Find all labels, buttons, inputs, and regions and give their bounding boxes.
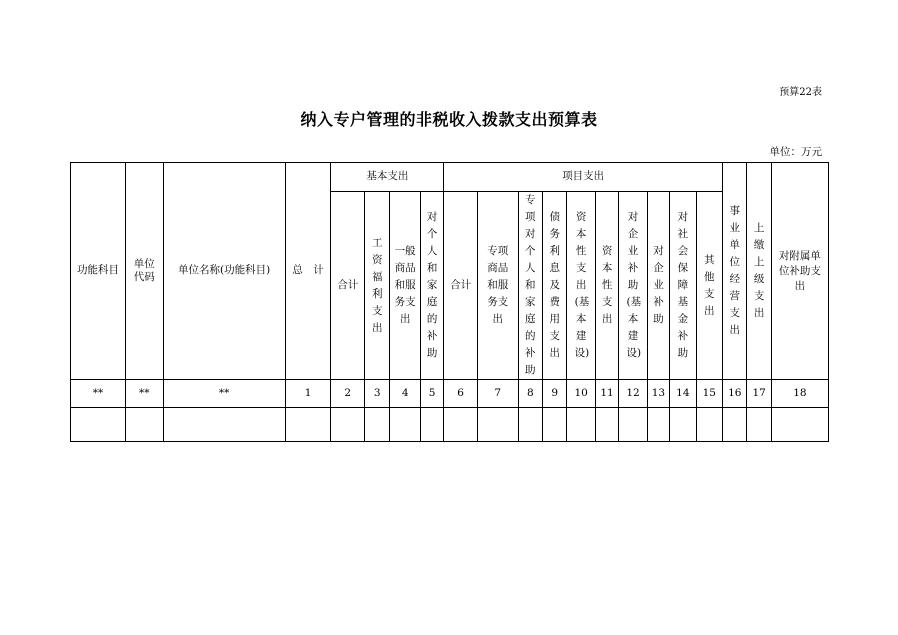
data-cell[interactable] (390, 408, 421, 442)
data-cell[interactable] (647, 408, 669, 442)
header-upper-remit: 上缴上级支出 (747, 163, 771, 380)
data-cell[interactable] (285, 408, 331, 442)
num-cell: 4 (390, 380, 421, 408)
project-col-capital-basic: 资本性支出(基本建设) (567, 192, 595, 380)
budget-table (70, 162, 829, 442)
header-business-operation: 事业单位经营支出 (723, 163, 747, 380)
num-cell: 13 (647, 380, 669, 408)
header-basic-expenditure: 基本支出 (331, 163, 444, 192)
header-project-expenditure: 项目支出 (444, 163, 723, 192)
header-affiliated-subsidy: 对附属单位补助支出 (771, 163, 828, 380)
form-number: 预算22表 (779, 87, 822, 98)
data-cell[interactable] (163, 408, 285, 442)
data-cell[interactable] (723, 408, 747, 442)
num-cell: 12 (619, 380, 647, 408)
unit-label: 单位：万元 (769, 146, 822, 158)
data-cell[interactable] (619, 408, 647, 442)
project-col-special-personal: 专项对个人和家庭的补助 (518, 192, 542, 380)
project-col-debt-interest: 债务利息及费用支出 (542, 192, 566, 380)
project-col-other: 其他支出 (696, 192, 722, 380)
data-row-empty (71, 408, 829, 442)
num-cell: 17 (747, 380, 771, 408)
project-col-capital: 资本性支出 (595, 192, 618, 380)
data-cell[interactable] (365, 408, 390, 442)
basic-col-salary: 工资福利支出 (365, 192, 390, 380)
num-cell: ** (163, 380, 285, 408)
header-row-top (71, 163, 829, 192)
data-cell[interactable] (670, 408, 696, 442)
data-cell[interactable] (771, 408, 828, 442)
data-cell[interactable] (331, 408, 365, 442)
basic-col-personal-subsidy: 对个人和家庭的补助 (420, 192, 443, 380)
data-cell[interactable] (420, 408, 443, 442)
num-cell: 3 (365, 380, 390, 408)
num-cell: 7 (477, 380, 518, 408)
project-col-enterprise: 对企业补助 (647, 192, 669, 380)
num-cell: 14 (670, 380, 696, 408)
page-title: 纳入专户管理的非税收入拨款支出预算表 (300, 110, 598, 129)
num-cell: 18 (771, 380, 828, 408)
num-cell: 5 (420, 380, 443, 408)
num-cell: 11 (595, 380, 618, 408)
project-col-special-goods: 专项商品和服务支出 (477, 192, 518, 380)
project-col-total: 合计 (444, 192, 478, 380)
header-total: 总 计 (285, 163, 331, 380)
num-cell: 6 (444, 380, 478, 408)
basic-col-total: 合计 (331, 192, 365, 380)
data-cell[interactable] (518, 408, 542, 442)
data-cell[interactable] (125, 408, 163, 442)
project-col-social-security: 对社会保障基金补助 (670, 192, 696, 380)
data-cell[interactable] (477, 408, 518, 442)
num-cell: ** (125, 380, 163, 408)
data-cell[interactable] (71, 408, 126, 442)
num-cell: 1 (285, 380, 331, 408)
project-col-enterprise-basic: 对企业补助(基本建设) (619, 192, 647, 380)
data-cell[interactable] (747, 408, 771, 442)
data-cell[interactable] (567, 408, 595, 442)
data-cell[interactable] (542, 408, 566, 442)
basic-col-goods-services: 一般商品和服务支出 (390, 192, 421, 380)
num-cell: 2 (331, 380, 365, 408)
data-cell[interactable] (696, 408, 722, 442)
header-unit-name: 单位名称(功能科目) (163, 163, 285, 380)
data-cell[interactable] (444, 408, 478, 442)
num-cell: 8 (518, 380, 542, 408)
num-cell: ** (71, 380, 126, 408)
header-unit-code: 单位代码 (125, 163, 163, 380)
num-cell: 16 (723, 380, 747, 408)
num-cell: 15 (696, 380, 722, 408)
header-func-subject: 功能科目 (71, 163, 126, 380)
number-row (71, 380, 829, 408)
num-cell: 9 (542, 380, 566, 408)
num-cell: 10 (567, 380, 595, 408)
data-cell[interactable] (595, 408, 618, 442)
